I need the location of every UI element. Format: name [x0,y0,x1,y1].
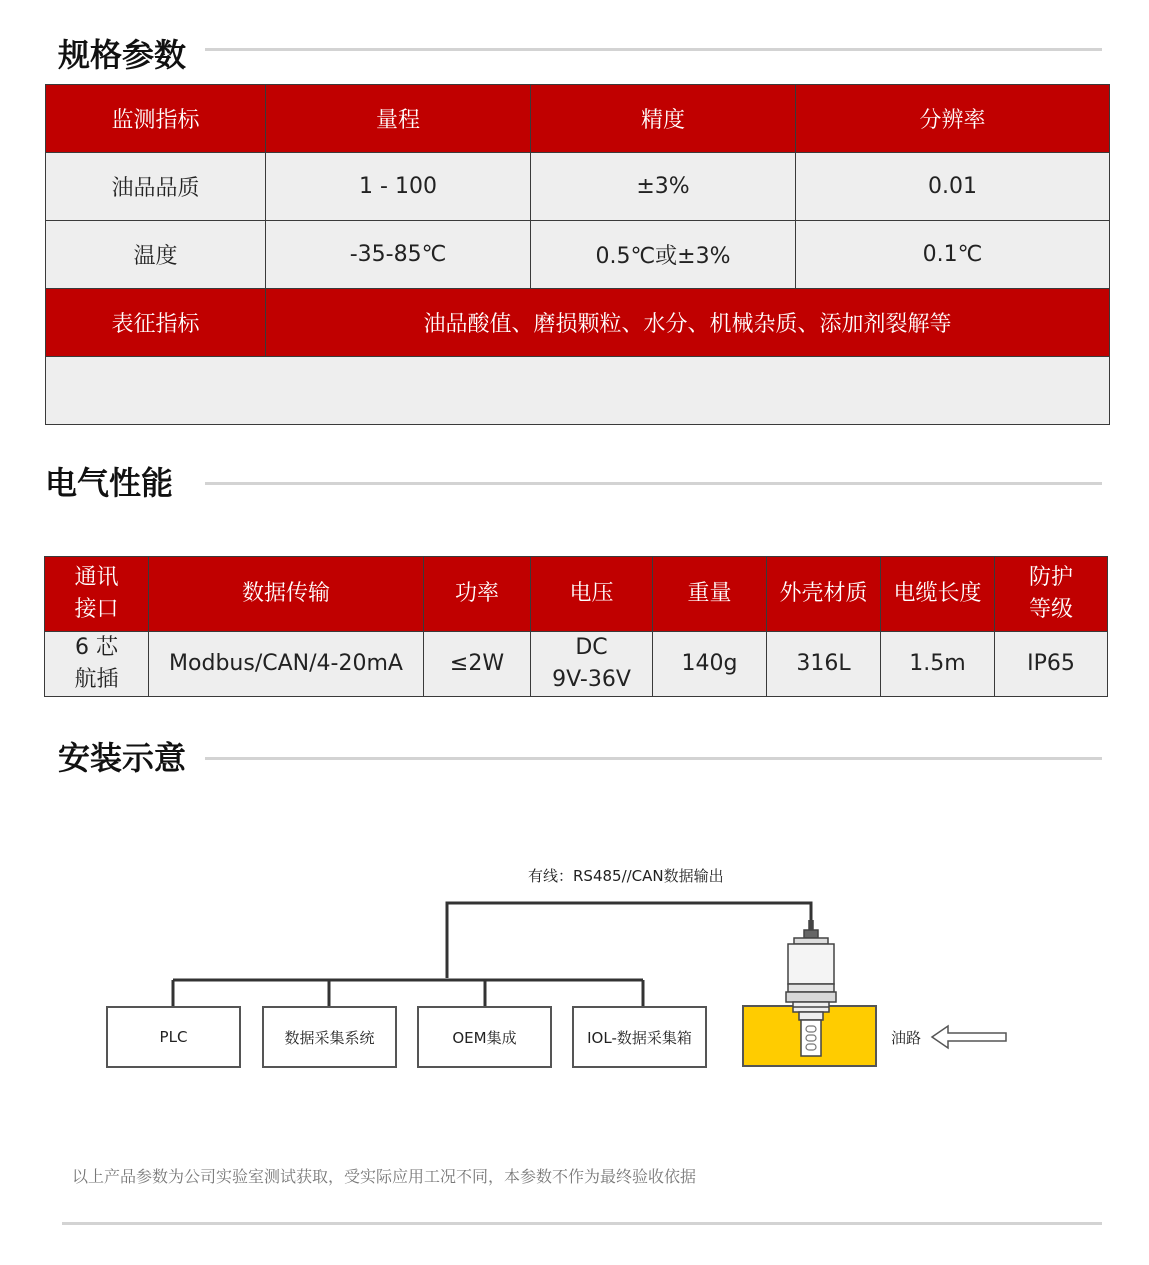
spec-cell: 油品品质 [46,153,266,221]
elec-header-cell: 重量 [653,557,767,632]
elec-cell-comm-2: 航插 [74,667,119,692]
elec-cell: 1.5m [881,632,995,697]
feature-label: 表征指标 [46,289,266,357]
elec-cell: IP65 [995,632,1108,697]
elec-header-comm-2: 接口 [74,597,119,622]
elec-cell-volt-1: DC [575,635,608,660]
elec-cell: Modbus/CAN/4-20mA [149,632,424,697]
spec-cell: 1 - 100 [266,153,531,221]
spec-cell: 0.5℃或±3% [531,221,796,289]
elec-header-ip-1: 防护 [1028,565,1073,590]
spec-cell: ±3% [531,153,796,221]
spec-header-cell: 量程 [266,85,531,153]
oem-box: OEM集成 [417,1006,552,1068]
elec-cell: 316L [767,632,881,697]
elec-header-cell: 外壳材质 [767,557,881,632]
spec-header-cell: 分辨率 [796,85,1110,153]
plc-box: PLC [106,1006,241,1068]
elec-cell: 140g [653,632,767,697]
elec-header-comm-1: 通讯 [74,565,119,590]
elec-cell-volt-2: 9V-36V [552,667,631,692]
spec-header-cell: 精度 [531,85,796,153]
elec-cell: ≤2W [424,632,531,697]
elec-header-ip-2: 等级 [1028,597,1073,622]
spec-cell: -35-85℃ [266,221,531,289]
spec-cell: 温度 [46,221,266,289]
spec-cell: 0.01 [796,153,1110,221]
elec-header-cell: 电缆长度 [881,557,995,632]
footer-note: 以上产品参数为公司实验室测试获取，受实际应用工况不同，本参数不作为最终验收依据 [72,1167,697,1186]
elec-section-title: 电气性能 [45,464,174,502]
feature-value: 油品酸值、磨损颗粒、水分、机械杂质、添加剂裂解等 [266,289,1110,357]
flow-arrow-icon [930,1022,1010,1052]
elec-header-cell: 数据传输 [149,557,424,632]
wire-label: 有线：RS485//CAN数据输出 [528,867,724,885]
sensor-icon [771,920,851,1060]
elec-header-cell: 功率 [424,557,531,632]
install-section-title: 安装示意 [58,739,187,777]
elec-header-cell: 电压 [531,557,653,632]
spec-header-cell: 监测指标 [46,85,266,153]
oil-pipe-label: 油路 [891,1029,922,1047]
footer-line [62,1222,1102,1225]
spec-section-title: 规格参数 [58,36,187,74]
data-acquisition-box: 数据采集系统 [262,1006,397,1068]
spec-cell: 0.1℃ [796,221,1110,289]
iol-box: IOL-数据采集箱 [572,1006,707,1068]
elec-cell-comm-1: 6 芯 [75,635,118,660]
